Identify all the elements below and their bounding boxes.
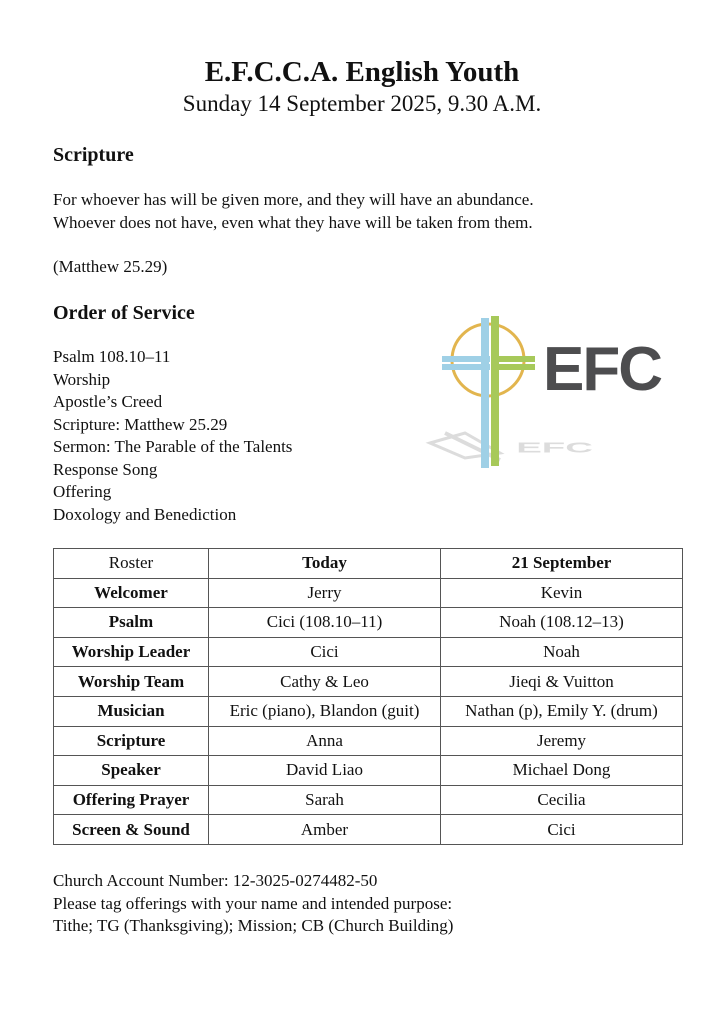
roster-next: Noah — [441, 637, 683, 667]
scripture-line: Whoever does not have, even what they have will be taken from them. — [53, 212, 533, 232]
service-item: Doxology and Benediction — [53, 504, 237, 524]
roster-today: Cici (108.10–11) — [209, 608, 441, 638]
efc-logo — [425, 308, 690, 478]
logo-cross-horizontal-blue — [442, 356, 490, 362]
scripture-passage — [53, 189, 534, 234]
table-row — [54, 726, 683, 756]
logo-cross-horizontal-blue-lower — [442, 364, 490, 370]
roster-role: Psalm — [54, 608, 209, 638]
roster-next: Kevin — [441, 578, 683, 608]
table-row — [54, 637, 683, 667]
table-row — [54, 756, 683, 786]
service-item: Offering — [53, 482, 112, 501]
roster-next: Michael Dong — [441, 756, 683, 786]
roster-today: Cathy & Leo — [209, 667, 441, 697]
roster-today: Eric (piano), Blandon (guit) — [209, 696, 441, 726]
logo-cross-vertical-blue — [481, 318, 489, 468]
roster-header-row — [54, 549, 683, 579]
logo-cross-horizontal-green — [491, 356, 535, 362]
service-item: Psalm 108.10–11 — [53, 347, 171, 366]
roster-header-today: Today — [209, 549, 441, 579]
roster-next: Noah (108.12–13) — [441, 608, 683, 638]
roster-next: Jieqi & Vuitton — [441, 667, 683, 697]
table-row — [54, 696, 683, 726]
roster-role: Speaker — [54, 756, 209, 786]
logo-cross-vertical-green — [491, 316, 499, 466]
roster-today: Cici — [209, 637, 441, 667]
logo-reflection-text: EFC — [516, 440, 593, 457]
service-item: Sermon: The Parable of the Talents — [53, 437, 293, 456]
roster-header-next: 21 September — [441, 549, 683, 579]
roster-role: Worship Team — [54, 667, 209, 697]
roster-today: Amber — [209, 815, 441, 845]
service-item: Worship — [53, 369, 111, 389]
roster-role: Screen & Sound — [54, 815, 209, 845]
offering-instruction: Please tag offerings with your name and intended purpose: — [53, 893, 453, 913]
service-item: Apostle’s Creed — [53, 392, 163, 411]
account-number: Church Account Number: 12-3025-0274482-50 — [53, 871, 378, 890]
offering-purposes: Tithe; TG (Thanksgiving); Mission; CB (Church Building) — [53, 916, 454, 935]
logo-text: EFC — [543, 335, 661, 404]
logo-reflection — [430, 433, 593, 460]
roster-today: Anna — [209, 726, 441, 756]
table-row — [54, 815, 683, 845]
service-item: Response Song — [53, 459, 158, 479]
roster-role: Musician — [54, 696, 209, 726]
roster-role: Scripture — [54, 726, 209, 756]
table-row — [54, 785, 683, 815]
page-title: E.F.C.C.A. English Youth — [204, 56, 520, 88]
roster-today: Jerry — [209, 578, 441, 608]
roster-next: Cici — [441, 815, 683, 845]
roster-table — [53, 548, 683, 845]
scripture-line: For whoever has will be given more, and they will have an abundance. — [53, 190, 534, 209]
roster-role: Welcomer — [54, 578, 209, 608]
roster-role: Worship Leader — [54, 637, 209, 667]
service-item: Scripture: Matthew 25.29 — [53, 414, 228, 434]
scripture-reference: (Matthew 25.29) — [53, 257, 168, 276]
order-of-service-list — [53, 346, 292, 526]
table-row — [54, 578, 683, 608]
scripture-heading: Scripture — [53, 144, 134, 166]
roster-today: David Liao — [209, 756, 441, 786]
roster-header-label: Roster — [54, 549, 209, 579]
roster-next: Nathan (p), Emily Y. (drum) — [441, 696, 683, 726]
table-row — [54, 608, 683, 638]
logo-cross-horizontal-green-lower — [491, 364, 535, 370]
roster-today: Sarah — [209, 785, 441, 815]
order-of-service-heading: Order of Service — [53, 302, 195, 324]
roster-role: Offering Prayer — [54, 785, 209, 815]
offering-info — [53, 870, 453, 938]
service-date-time: Sunday 14 September 2025, 9.30 A.M. — [182, 91, 542, 116]
roster-next: Jeremy — [441, 726, 683, 756]
roster-next: Cecilia — [441, 785, 683, 815]
table-row — [54, 667, 683, 697]
